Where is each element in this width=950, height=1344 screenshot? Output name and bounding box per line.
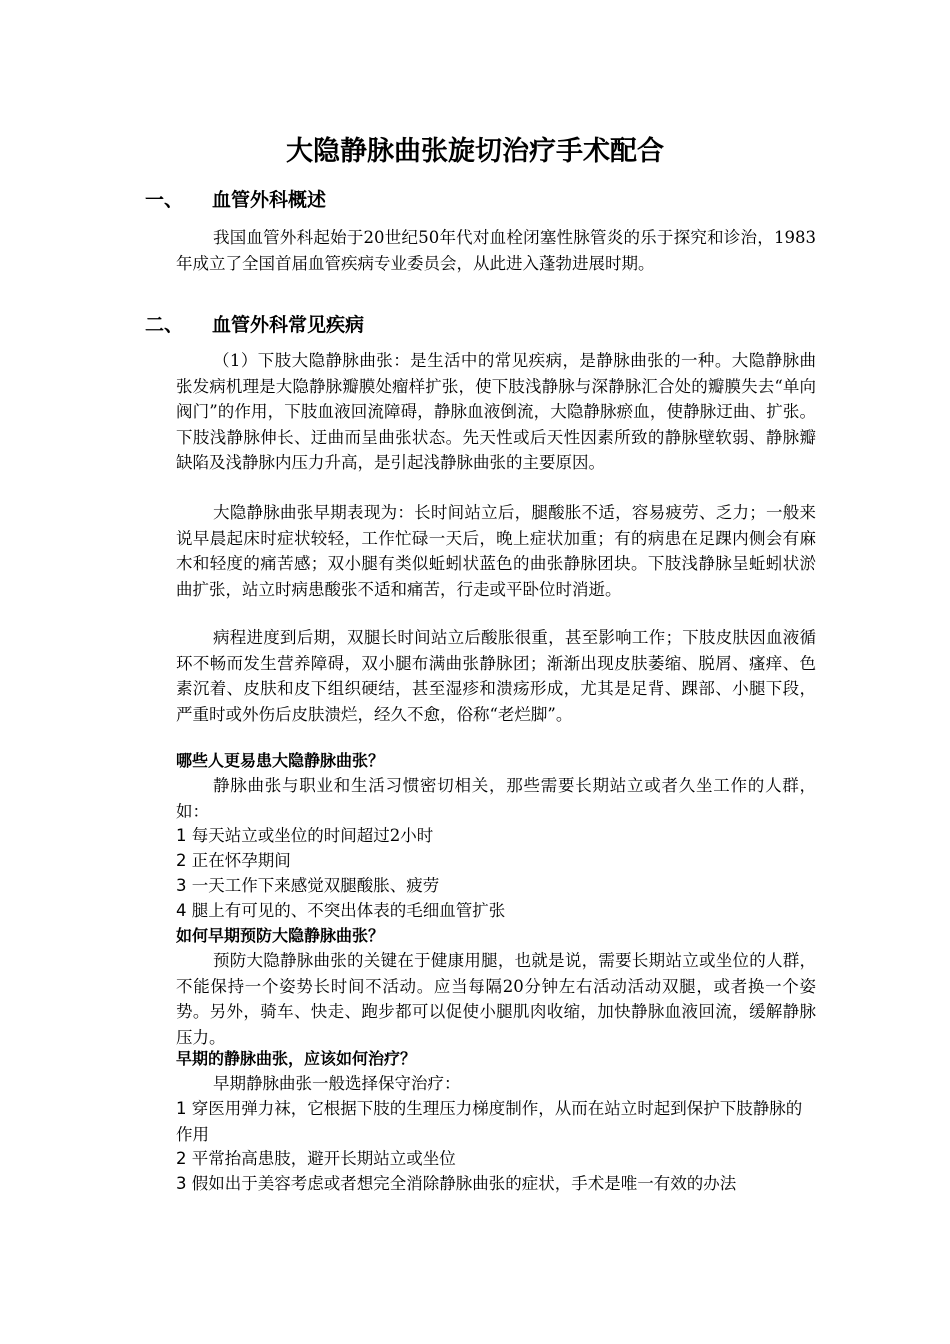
overview-paragraph: 我国血管外科起始于20世纪50年代对血栓闭塞性脉管炎的乐于探究和诊治，1983年成立了全国首届血管疾病专业委员会，从此进入蓬勃进展时期。 [176, 228, 816, 273]
list-item [176, 848, 816, 874]
prevention-paragraph: 预防大隐静脉曲张的关键在于健康用腿，也就是说，需要长期站立或坐位的人群，不能保持一个姿势长时间不活动。应当每隔20分钟左右活动活动双腿，或者换一个姿势。另外，骑车、快走、跑步都可以促使小腿肌肉收缩，加快静脉血液回流，缓解静脉压力。 [176, 951, 816, 1047]
list-item [176, 1146, 816, 1172]
question-heading-treatment: 早期的静脉曲张，应该如何治疗？ [176, 1049, 417, 1068]
disease-paragraph-1: （1）下肢大隐静脉曲张：是生活中的常见疾病，是静脉曲张的一种。大隐静脉曲张发病机理是大隐静脉瓣膜处瘤样扩张，使下肢浅静脉与深静脉汇合处的瓣膜失去“单向阀门”的作用，下肢血液回流障碍，静脉血液倒流，大隐静脉瘀血，使静脉迂曲、扩张。下肢浅静脉伸长、迂曲而呈曲张状态。先天性或后天性因素所致的静脉壁软弱、静脉瓣缺陷及浅静脉内压力升高，是引起浅静脉曲张的主要原因。 [176, 351, 816, 472]
question-heading-prevention: 如何早期预防大隐静脉曲张？ [176, 926, 385, 945]
list-item-text: 假如出于美容考虑或者想完全消除静脉曲张的症状，手术是唯一有效的办法 [191, 1174, 737, 1193]
section-number: 二、 [145, 314, 184, 336]
list-item-text: 每天站立或坐位的时间超过2小时 [191, 826, 434, 845]
list-item [176, 1096, 816, 1147]
section-heading-overview [145, 187, 326, 213]
list-item-text: 一天工作下来感觉双腿酸胀、疲劳 [191, 876, 440, 895]
section-heading-text: 血管外科概述 [212, 189, 327, 211]
list-item-number: 3 [176, 876, 187, 895]
list-item-text: 正在怀孕期间 [191, 851, 291, 870]
disease-paragraph-3: 病程进度到后期，双腿长时间站立后酸胀很重，甚至影响工作；下肢皮肤因血液循环不畅而发生营养障碍，双小腿布满曲张静脉团；渐渐出现皮肤萎缩、脱屑、瘙痒、色素沉着、皮肤和皮下组织硬结，甚至湿疹和溃疡形成，尤其是足背、踝部、小腿下段，严重时或外伤后皮肤溃烂，经久不愈，俗称“老烂脚”。 [176, 628, 816, 724]
section-heading-text: 血管外科常见疾病 [212, 314, 365, 336]
list-item-text: 腿上有可见的、不突出体表的毛细血管扩张 [191, 901, 506, 920]
list-item-number: 2 [176, 1149, 187, 1168]
question-heading-risk: 哪些人更易患大隐静脉曲张？ [176, 751, 385, 770]
list-item-text: 穿医用弹力袜，它根据下肢的生理压力梯度制作，从而在站立时起到保护下肢静脉的作用 [176, 1099, 803, 1144]
risk-intro-paragraph: 静脉曲张与职业和生活习惯密切相关，那些需要长期站立或者久坐工作的人群，如： [176, 776, 816, 821]
list-item [176, 898, 816, 924]
section-heading-diseases [145, 312, 364, 338]
list-item-number: 4 [176, 901, 187, 920]
list-item [176, 823, 816, 849]
list-item-number: 1 [176, 1099, 187, 1118]
list-item-text: 平常抬高患肢，避开长期站立或坐位 [191, 1149, 456, 1168]
list-item-number: 1 [176, 826, 187, 845]
disease-paragraph-2: 大隐静脉曲张早期表现为：长时间站立后，腿酸胀不适，容易疲劳、乏力；一般来说早晨起床时症状较轻，工作忙碌一天后，晚上症状加重；有的病患在足踝内侧会有麻木和轻度的痛苦感；双小腿有类似蚯蚓状蓝色的曲张静脉团块。下肢浅静脉呈蚯蚓状淤曲扩张，站立时病患酸张不适和痛苦，行走或平卧位时消逝。 [176, 503, 816, 599]
section-number: 一、 [145, 189, 184, 211]
list-item [176, 873, 816, 899]
document-title: 大隐静脉曲张旋切治疗手术配合 [286, 136, 664, 167]
list-item-number: 2 [176, 851, 187, 870]
treatment-intro-paragraph: 早期静脉曲张一般选择保守治疗： [213, 1074, 461, 1093]
list-item-number: 3 [176, 1174, 187, 1193]
list-item [176, 1171, 816, 1197]
